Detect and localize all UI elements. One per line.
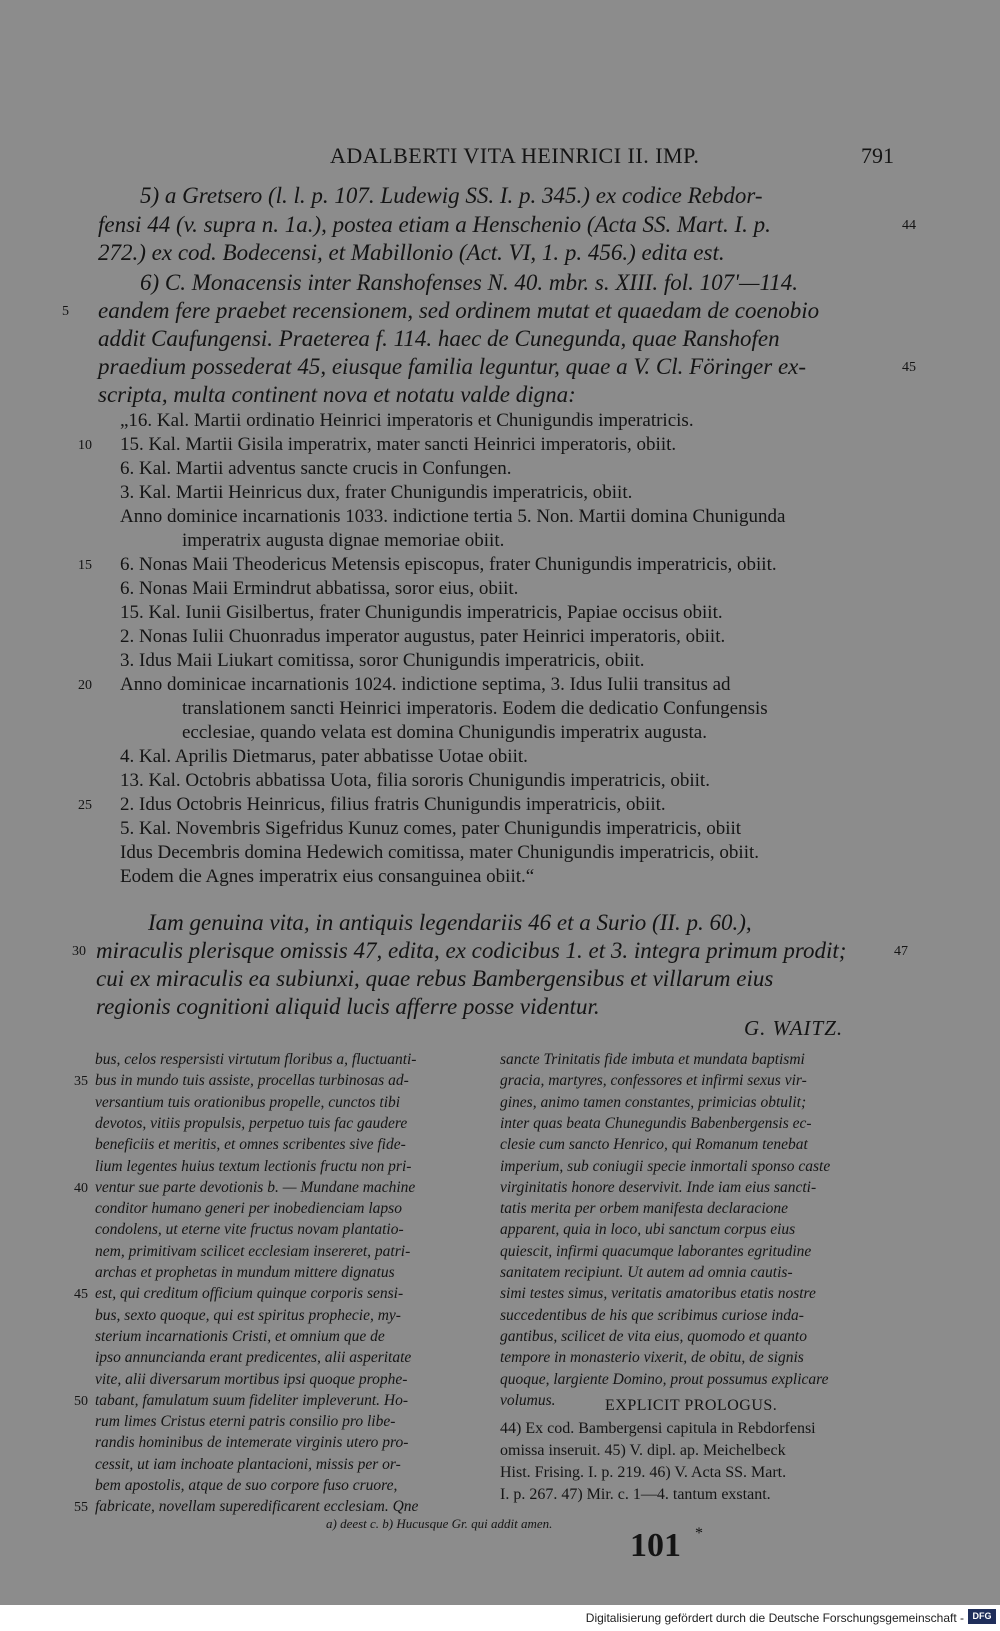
apparatus-note: a) deest c. b) Hucusque Gr. qui addit amen. — [326, 1516, 553, 1531]
footnote-line: I. p. 267. 47) Mir. c. 1—4. tantum exstant. — [500, 1486, 771, 1503]
right-column-line: sancte Trinitatis fide imbuta et mundata baptismi — [500, 1051, 805, 1068]
intro-line: 5) a Gretsero (l. l. p. 107. Ludewig SS. I. p. 345.) ex codice Rebdor- — [140, 183, 763, 208]
line-number: 10 — [78, 438, 92, 453]
necrology-entry: „16. Kal. Martii ordinatio Heinrici imperatoris et Chunigundis imperatricis. — [120, 410, 694, 431]
left-column-line: bus in mundo tuis assiste, procellas turbinosas ad- — [95, 1072, 409, 1090]
left-column-line: est, qui creditum officium quinque corporis sensi- — [95, 1285, 404, 1303]
line-number: 50 — [74, 1393, 88, 1409]
line-number: 45 — [74, 1287, 88, 1303]
left-column-line: beneficiis et meritis, et omnes scribentes sive fide- — [95, 1136, 406, 1154]
left-column-line: devotos, vitiis propulsis, perpetuo tuis fac gaudere — [95, 1114, 408, 1132]
line-number: 40 — [74, 1180, 88, 1196]
right-column-line: virginitatis honore deservivit. Inde iam eius sancti- — [500, 1178, 817, 1196]
intro-line: praedium possederat 45, eiusque familia leguntur, quae a V. Cl. Föringer ex- — [98, 354, 807, 379]
dfg-logo-icon: DFG — [968, 1609, 996, 1624]
necrology-entry: 4. Kal. Aprilis Dietmarus, pater abbatisse Uotae obiit. — [120, 746, 528, 767]
margin-number: 47 — [894, 944, 908, 959]
sheet-signature: 101 — [630, 1527, 681, 1564]
left-column-line: bem apostolis, atque de suo corpore fuso cruore, — [95, 1477, 398, 1494]
necrology-entry: imperatrix augusta dignae memoriae obiit. — [182, 530, 505, 551]
right-column-line: simi testes simus, veritatis amatoribus etatis nostre — [500, 1285, 816, 1303]
line-number: 15 — [78, 558, 92, 573]
right-column-line: quoque, largiente Domino, prout possumus explicare — [500, 1370, 829, 1388]
left-column-line: rum limes Cristus eterni patris consilio pro libe- — [95, 1413, 396, 1431]
footnote-line: omissa inseruit. 45) V. dipl. ap. Meichelbeck — [500, 1442, 786, 1459]
left-column-line: bus, sexto quoque, qui est spiritus prophecie, my- — [95, 1306, 401, 1324]
line-number: 20 — [78, 678, 92, 693]
left-column-line: ipso annuncianda erant predicentes, alii asperitate — [95, 1349, 412, 1367]
left-column-line: lium legentes huius textum lectionis fructu non pri- — [95, 1157, 412, 1175]
necrology-entry: 6. Nonas Maii Ermindrut abbatissa, soror eius, obiit. — [120, 578, 519, 599]
left-column-line: conditor humano generi per inobedienciam lapso — [95, 1200, 402, 1218]
right-column-line: clesie cum sancto Henrico, qui Romanum tenebat — [500, 1136, 808, 1154]
credit-text: Digitalisierung gefördert durch die Deutsche Forschungsgemeinschaft - — [585, 1611, 964, 1625]
left-column-line: sterium incarnationis Cristi, et omnium que de — [95, 1327, 385, 1345]
closing-line: Iam genuina vita, in antiquis legendariis 46 et a Surio (II. p. 60.), — [148, 910, 752, 935]
left-column-line: tabant, famulatum suum fideliter impleverunt. Ho- — [95, 1391, 408, 1409]
explicit-heading: EXPLICIT PROLOGUS. — [605, 1397, 778, 1414]
footnote-line: Hist. Frising. I. p. 219. 46) V. Acta SS. Mart. — [500, 1464, 787, 1481]
right-column-line: quiescit, infirmi quacumque laborantes egritudine — [500, 1242, 812, 1260]
necrology-entry: 2. Idus Octobris Heinricus, filius fratris Chunigundis imperatricis, obiit. — [120, 794, 666, 815]
left-column-line: ventur sue parte devotionis b. — Mundane machine — [95, 1178, 416, 1196]
line-number: 5 — [62, 304, 69, 319]
necrology-entry: Eodem die Agnes imperatrix eius consanguinea obiit.“ — [120, 866, 535, 887]
left-column-line: cessit, ut iam inchoate plantacioni, missis per or- — [95, 1455, 401, 1473]
necrology-entry: 5. Kal. Novembris Sigefridus Kunuz comes, pater Chunigundis imperatricis, obiit — [120, 818, 742, 839]
running-header-title: ADALBERTI VITA HEINRICI II. IMP. — [330, 143, 700, 168]
necrology-entry: Anno dominicae incarnationis 1024. indictione septima, 3. Idus Iulii transitus ad — [120, 674, 731, 695]
necrology-entry: Idus Decembris domina Hedewich comitissa, mater Chunigundis imperatricis, obiit. — [120, 842, 760, 863]
margin-number: 45 — [902, 360, 916, 375]
right-column-line: volumus. — [500, 1391, 556, 1409]
necrology-entry: 15. Kal. Martii Gisila imperatrix, mater sancti Heinrici imperatoris, obiit. — [120, 434, 677, 455]
right-column-line: sanitatem recipiunt. Ut autem ad omnia cautis- — [500, 1264, 793, 1281]
right-column-line: gracia, martyres, confessores et infirmi sexus vir- — [500, 1072, 807, 1090]
footnote-line: 44) Ex cod. Bambergensi capitula in Rebdorfensi — [500, 1420, 816, 1437]
author-signature: G. WAITZ. — [744, 1016, 844, 1040]
right-column-line: inter quas beata Chunegundis Babenbergensis ec- — [500, 1114, 812, 1132]
page-number: 791 — [861, 143, 894, 168]
left-column-line: bus, celos respersisti virtutum floribus a, fluctuanti- — [95, 1051, 417, 1068]
line-number: 25 — [78, 798, 92, 813]
right-column-line: gantibus, scilicet de vita eius, quomodo et quanto — [500, 1327, 807, 1345]
closing-line: miraculis plerisque omissis 47, edita, ex codicibus 1. et 3. integra primum prodit; — [96, 938, 847, 963]
left-column-line: condolens, ut eterne vite fructus novam plantatio- — [95, 1221, 404, 1239]
necrology-entry: 6. Kal. Martii adventus sancte crucis in Confungen. — [120, 458, 512, 479]
necrology-entry: translationem sancti Heinrici imperatoris. Eodem die dedicatio Confungensis — [182, 698, 768, 719]
right-column-line: apparent, quia in loco, ubi sanctum corpus eius — [500, 1221, 796, 1239]
left-column-line: randis hominibus de intemerate virginis utero pro- — [95, 1434, 409, 1452]
necrology-entry: 6. Nonas Maii Theodericus Metensis episcopus, frater Chunigundis imperatricis, obiit. — [120, 554, 777, 575]
necrology-entry: 3. Kal. Martii Heinricus dux, frater Chunigundis imperatricis, obiit. — [120, 482, 633, 503]
right-column-line: tatis merita per orbem manifesta declaracione — [500, 1200, 788, 1218]
right-column-line: tempore in monasterio vixerit, de obitu, de signis — [500, 1349, 804, 1367]
intro-line: addit Caufungensi. Praeterea f. 114. haec de Cunegunda, quae Ranshofen — [98, 326, 780, 351]
margin-number: 44 — [902, 218, 916, 233]
sheet-mark: * — [695, 1525, 703, 1542]
left-column-line: nem, primitivam scilicet ecclesiam insereret, patri- — [95, 1242, 411, 1260]
necrology-entry: Anno dominice incarnationis 1033. indictione tertia 5. Non. Martii domina Chunigunda — [120, 506, 786, 527]
left-column-line: versantium tuis orationibus propelle, cunctos tibi — [95, 1093, 401, 1111]
line-number: 55 — [74, 1500, 88, 1516]
intro-line: fensi 44 (v. supra n. 1a.), postea etiam a Henschenio (Acta SS. Mart. I. p. — [98, 212, 771, 237]
necrology-entry: 3. Idus Maii Liukart comitissa, soror Chunigundis imperatricis, obiit. — [120, 650, 645, 671]
intro-line: 272.) ex cod. Bodecensi, et Mabillonio (Act. VI, 1. p. 456.) edita est. — [98, 240, 725, 265]
necrology-entry: 13. Kal. Octobris abbatissa Uota, filia sororis Chunigundis imperatricis, obiit. — [120, 770, 710, 791]
intro-line: scripta, multa continent nova et notatu valde digna: — [98, 382, 576, 407]
line-number: 35 — [74, 1074, 88, 1090]
necrology-entry: ecclesiae, quando velata est domina Chunigundis imperatrix augusta. — [182, 722, 707, 743]
intro-line: 6) C. Monacensis inter Ranshofenses N. 40. mbr. s. XIII. fol. 107'—114. — [140, 270, 799, 295]
intro-line: eandem fere praebet recensionem, sed ordinem mutat et quaedam de coenobio — [98, 298, 820, 323]
closing-line: regionis cognitioni aliquid lucis afferre posse videntur. — [96, 994, 600, 1019]
line-number: 30 — [72, 944, 86, 959]
closing-line: cui ex miraculis ea subiunxi, quae rebus Bambergensibus et villarum eius — [96, 966, 774, 991]
left-column-line: fabricate, novellam superedificarent ecclesiam. Qne — [95, 1498, 419, 1516]
right-column-line: succedentibus de his que scribimus curiose inda- — [500, 1306, 804, 1324]
necrology-entry: 2. Nonas Iulii Chuonradus imperator augustus, pater Heinrici imperatoris, obiit. — [120, 626, 726, 647]
left-column-line: archas et prophetas in mundum mittere dignatus — [95, 1264, 395, 1281]
right-column-line: gines, animo tamen constantes, primicias obtulit; — [500, 1093, 807, 1111]
left-column-line: vite, alii diversarum mortibus ipsi quoque prophe- — [95, 1370, 408, 1388]
necrology-entry: 15. Kal. Iunii Gisilbertus, frater Chunigundis imperatricis, Papiae occisus obiit. — [120, 602, 723, 623]
right-column-line: imperium, sub coniugii specie inmortali sponso caste — [500, 1157, 831, 1175]
